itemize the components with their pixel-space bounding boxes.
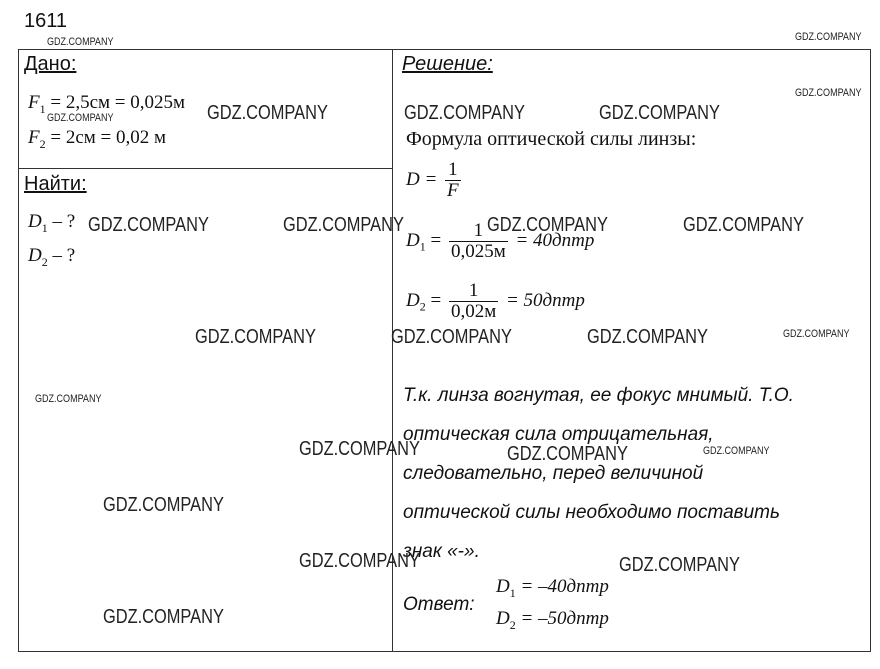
find-d2-value: – ? (47, 245, 76, 266)
answer-d1 (496, 576, 609, 601)
watermark: GDZ.COMPANY (703, 445, 770, 457)
watermark: GDZ.COMPANY (587, 326, 708, 348)
watermark: GDZ.COMPANY (283, 214, 404, 236)
answer-d2-value: = –50дптр (515, 608, 609, 629)
calc-d2-numerator: 1 (468, 280, 479, 301)
formula-numerator: 1 (448, 159, 458, 180)
watermark: GDZ.COMPANY (487, 214, 608, 236)
find-heading: Найти: (24, 173, 87, 195)
calc-d2-denominator: 0,02м (450, 300, 497, 322)
calc-d2-sub: 2 (419, 299, 426, 314)
answer-d2 (496, 608, 609, 633)
table-right-border (870, 49, 871, 652)
table-left-border (18, 49, 19, 652)
answer-d1-value: = –40дптр (515, 576, 609, 597)
calc-d1-sub: 1 (419, 239, 426, 254)
watermark: GDZ.COMPANY (88, 214, 209, 236)
formula-denominator: F (447, 179, 459, 201)
answer-d2-sub: 2 (509, 617, 516, 632)
find-d2-sub: 2 (41, 254, 48, 269)
given-f2-value: = 2см = 0,02 м (45, 127, 167, 148)
given-f1-var: F (28, 92, 40, 113)
watermark: GDZ.COMPANY (299, 550, 420, 572)
formula-title: Формула оптической силы линзы: (406, 128, 697, 150)
watermark: GDZ.COMPANY (391, 326, 512, 348)
watermark: GDZ.COMPANY (103, 606, 224, 628)
given-f2-sub: 2 (39, 136, 46, 151)
watermark: GDZ.COMPANY (599, 102, 720, 124)
calc-d1-numerator: 1 (473, 220, 484, 241)
calc-d2-eq: = (425, 289, 442, 311)
problem-number: 1611 (24, 10, 68, 32)
calc-d1-result: = 40дптр (515, 229, 595, 251)
formula-lhs: D = (406, 168, 438, 190)
find-d1-value: – ? (47, 211, 76, 232)
watermark: GDZ.COMPANY (783, 328, 850, 340)
explanation-line: Т.к. линза вогнутая, ее фокус мнимый. Т.О. (403, 385, 794, 406)
watermark: GDZ.COMPANY (207, 102, 328, 124)
find-d1 (28, 211, 75, 236)
given-f1-sub: 1 (39, 101, 46, 116)
answer-label: Ответ: (403, 594, 475, 615)
watermark: GDZ.COMPANY (795, 87, 862, 99)
watermark: GDZ.COMPANY (299, 438, 420, 460)
calc-d1-denominator: 0,025м (450, 240, 506, 262)
watermark: GDZ.COMPANY (507, 443, 628, 465)
explanation-line: знак «-». (403, 541, 480, 562)
watermark: GDZ.COMPANY (195, 326, 316, 348)
calc-d2 (406, 281, 585, 322)
given-f1-value: = 2,5см = 0,025м (45, 92, 186, 113)
given-heading: Дано: (24, 53, 77, 75)
find-d1-sub: 1 (41, 220, 48, 235)
answer-d1-sub: 1 (509, 585, 516, 600)
explanation-text (403, 376, 794, 571)
find-d1-var: D (28, 211, 42, 232)
explanation-line: оптической силы необходимо поставить (403, 502, 780, 523)
explanation-line: следовательно, перед величиной (403, 463, 704, 484)
given-f2 (28, 127, 166, 152)
calc-d2-result: = 50дптр (505, 289, 585, 311)
watermark: GDZ.COMPANY (404, 102, 525, 124)
calc-d2-fraction (449, 281, 498, 322)
find-d2-var: D (28, 245, 42, 266)
watermark: GDZ.COMPANY (47, 112, 114, 124)
explanation-line: оптическая сила отрицательная, (403, 424, 714, 445)
calc-d1-var: D (406, 229, 420, 251)
answer-d2-var: D (496, 608, 510, 629)
watermark: GDZ.COMPANY (47, 36, 114, 48)
watermark: GDZ.COMPANY (103, 494, 224, 516)
formula-fraction (445, 160, 461, 201)
watermark: GDZ.COMPANY (795, 31, 862, 43)
solution-heading: Решение: (402, 53, 493, 75)
given-f2-var: F (28, 127, 40, 148)
table-bottom-border (18, 651, 871, 652)
watermark: GDZ.COMPANY (683, 214, 804, 236)
calc-d1-eq: = (425, 229, 442, 251)
watermark: GDZ.COMPANY (619, 554, 740, 576)
table-top-border (18, 49, 871, 50)
answer-d1-var: D (496, 576, 510, 597)
given-find-divider (18, 168, 393, 169)
watermark: GDZ.COMPANY (35, 393, 102, 405)
calc-d2-var: D (406, 289, 420, 311)
formula-definition (406, 160, 464, 201)
find-d2 (28, 245, 75, 270)
